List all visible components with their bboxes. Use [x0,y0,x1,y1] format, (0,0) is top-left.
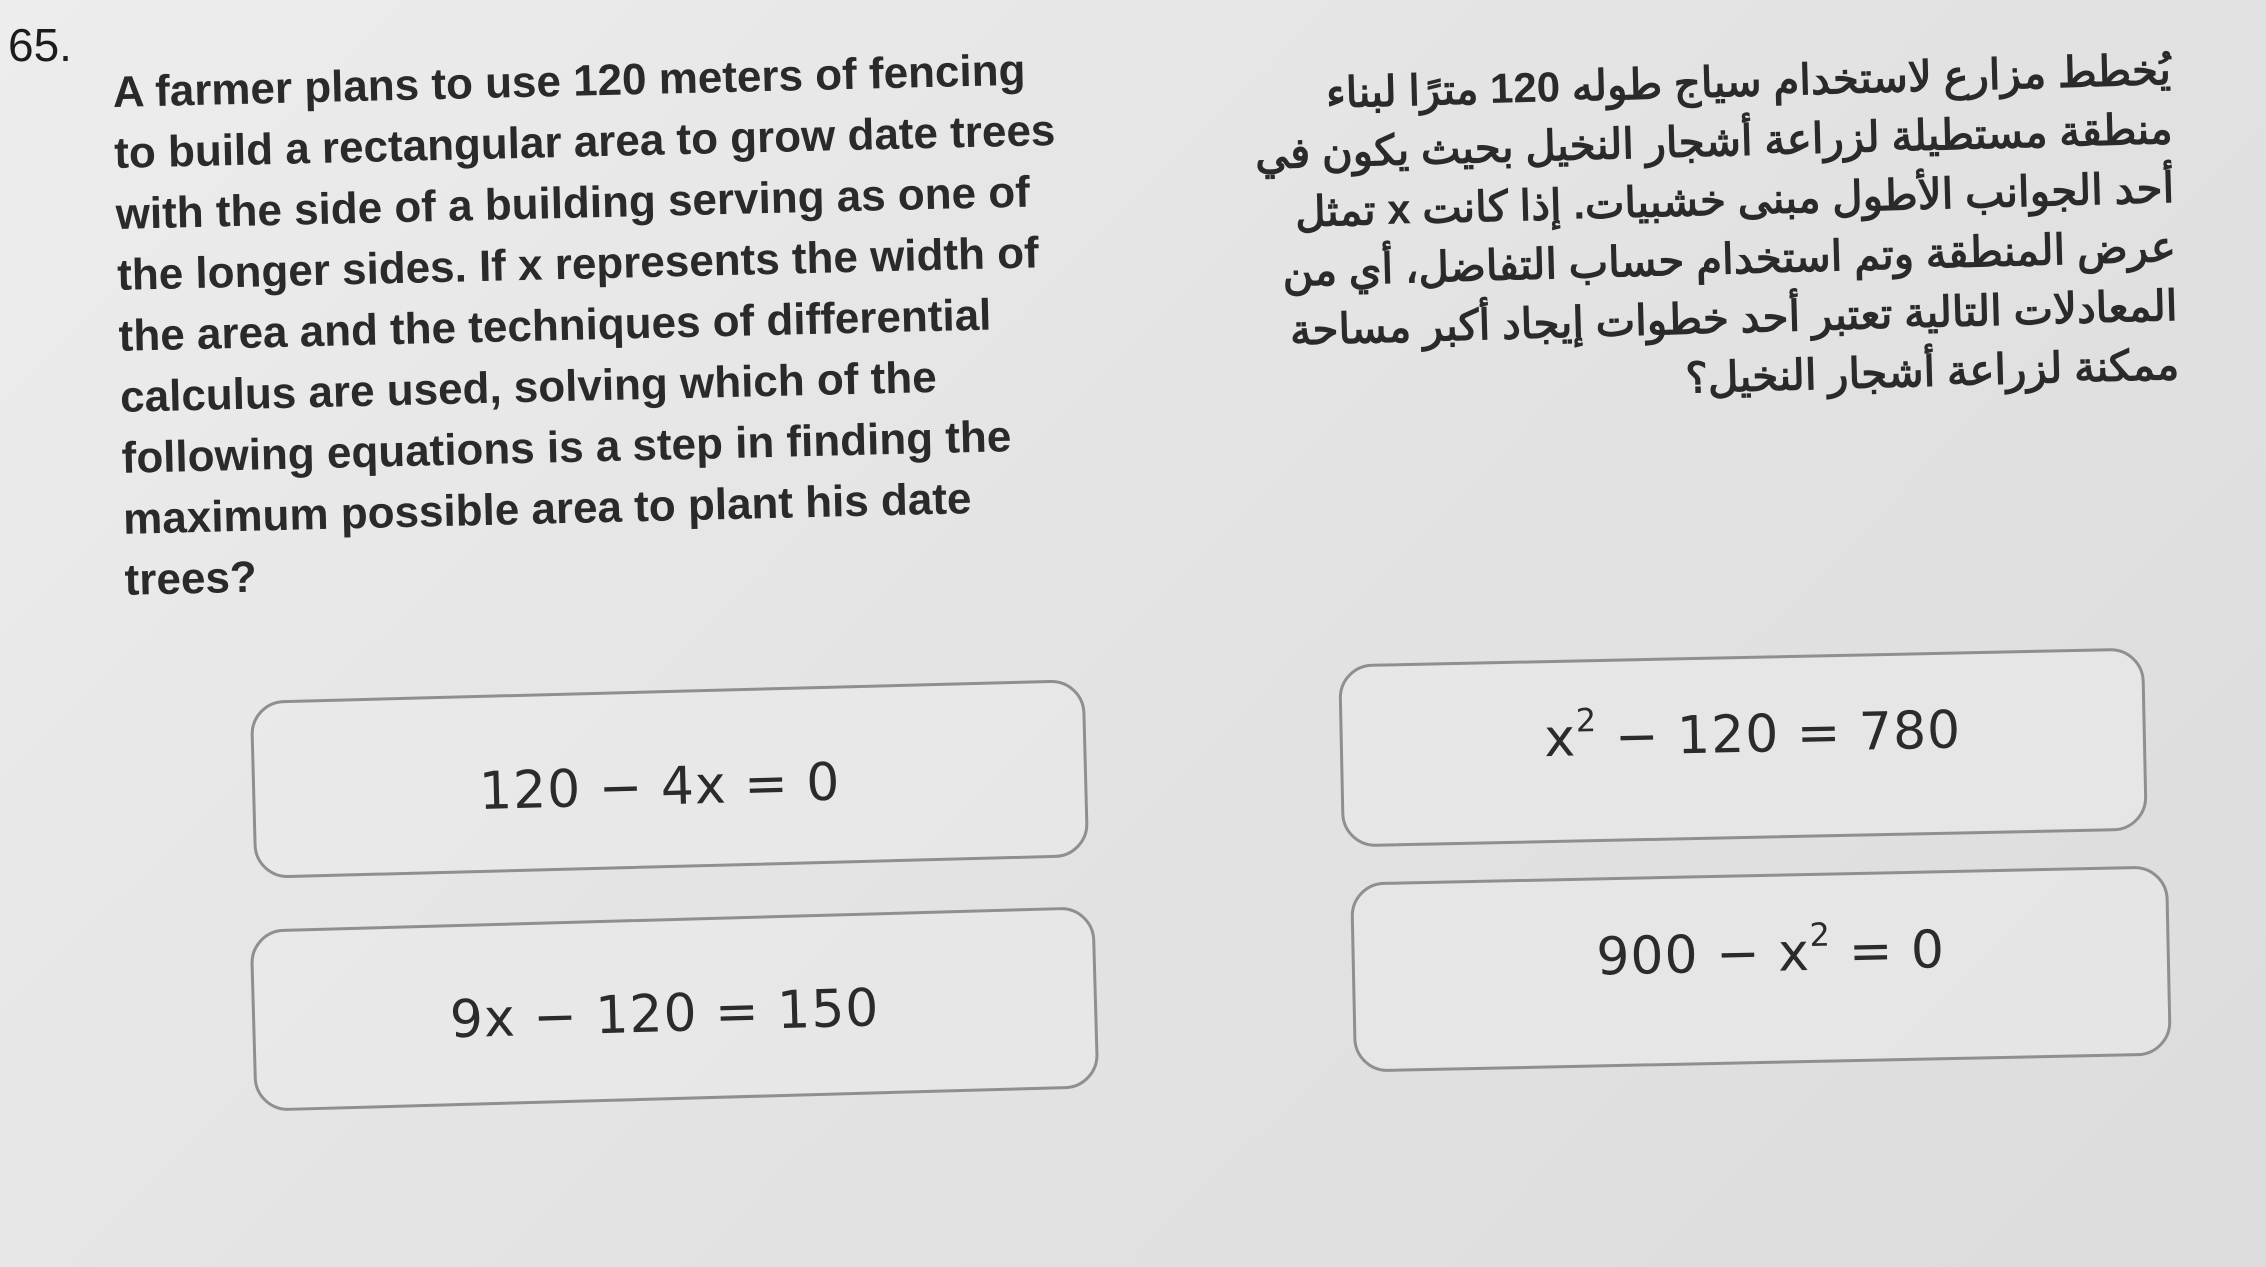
question-line-arabic: يُخطط مزارع لاستخدام سياج طوله 120 مترًا لبناء [1325,45,2172,117]
choice-equation: 120 − 4x = 0 [478,752,842,822]
equation-exponent: 2 [1809,915,1832,954]
question-line: the area and the techniques of differential [118,290,992,361]
question-line-arabic: ممكنة لزراعة أشجار النخيل؟ [1684,340,2180,402]
question-line: the longer sides. If x represents the width of [116,228,1040,300]
question-line-arabic: أحد الجوانب الأطول مبنى خشبيات. إذا كانت x تمثل [1294,163,2175,236]
answer-choice-c[interactable] [250,906,1100,1112]
answer-choice-b[interactable] [1338,648,2148,848]
question-line-arabic: عرض المنطقة وتم استخدام حساب التفاضل، أي من [1281,222,2177,295]
question-line: A farmer plans to use 120 meters of fencing [112,45,1026,117]
equation-exponent: 2 [1575,700,1598,739]
question-line: with the side of a building serving as one of [115,167,1031,239]
choice-equation [1544,700,1962,769]
question-line-arabic: المعادلات التالية تعتبر أحد خطوات إيجاد أكبر مساحة [1289,281,2179,354]
question-line: following equations is a step in finding the [121,412,1012,483]
answer-choice-d[interactable] [1350,865,2172,1072]
question-line-arabic: منطقة مستطيلة لزراعة أشجار النخيل بحيث يكون في [1254,104,2174,178]
question-line: maximum possible area to plant his date [122,474,972,544]
choice-equation [1595,915,1946,988]
question-number: 65. [8,19,72,71]
question-line: trees? [124,552,258,605]
equation-part: = 0 [1830,920,1946,983]
equation-part: − 120 = 780 [1596,699,1962,768]
equation-part: x [1543,707,1577,769]
question-line: to build a rectangular area to grow date trees [113,105,1056,178]
question-text-arabic [1170,40,2179,422]
question-line: calculus are used, solving which of the [119,352,938,422]
choice-equation: 9x − 120 = 150 [449,978,881,1051]
answer-choice-a[interactable] [250,679,1089,879]
equation-part: 900 − x [1595,922,1811,988]
question-text-english [112,37,1145,611]
